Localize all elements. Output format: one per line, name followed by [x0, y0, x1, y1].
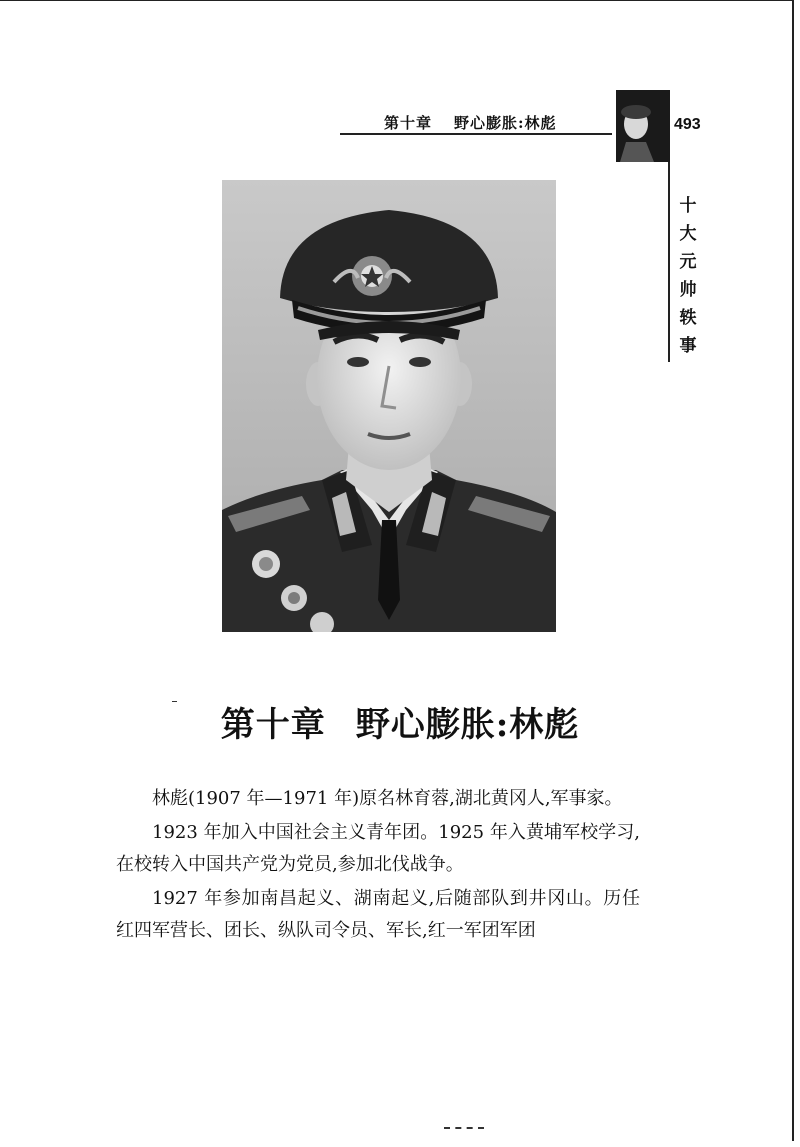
page-number: 493	[674, 116, 701, 133]
paragraph: 1927 年参加南昌起义、湖南起义,后随部队到井冈山。历任红四军营长、团长、纵队司令员、军长,红一军团军团	[116, 888, 640, 941]
header-chapter-name: 野心膨胀:林彪	[454, 114, 557, 132]
portrait-photo-icon	[222, 180, 556, 632]
paragraph: 1923 年加入中国社会主义青年团。1925 年入黄埔军校学习,在校转入中国共产党为党员,参加北伐战争。	[116, 822, 640, 875]
portrait-photo	[222, 180, 556, 632]
thumbnail-photo-icon	[616, 90, 670, 162]
side-book-title: 十大元帅轶事	[679, 196, 697, 356]
header-chapter-label: 第十章	[384, 114, 433, 132]
running-header	[384, 112, 557, 133]
header-thumbnail	[616, 90, 670, 162]
body-text	[116, 783, 640, 949]
footer-marks	[444, 1127, 484, 1131]
header-rule	[340, 133, 612, 135]
chapter-title	[0, 697, 800, 746]
chapter-name: 野心膨胀:林彪	[355, 705, 580, 745]
chapter-label: 第十章	[220, 705, 326, 745]
side-rule	[668, 162, 670, 362]
paragraph: 林彪(1907 年—1971 年)原名林育蓉,湖北黄冈人,军事家。	[152, 788, 623, 809]
